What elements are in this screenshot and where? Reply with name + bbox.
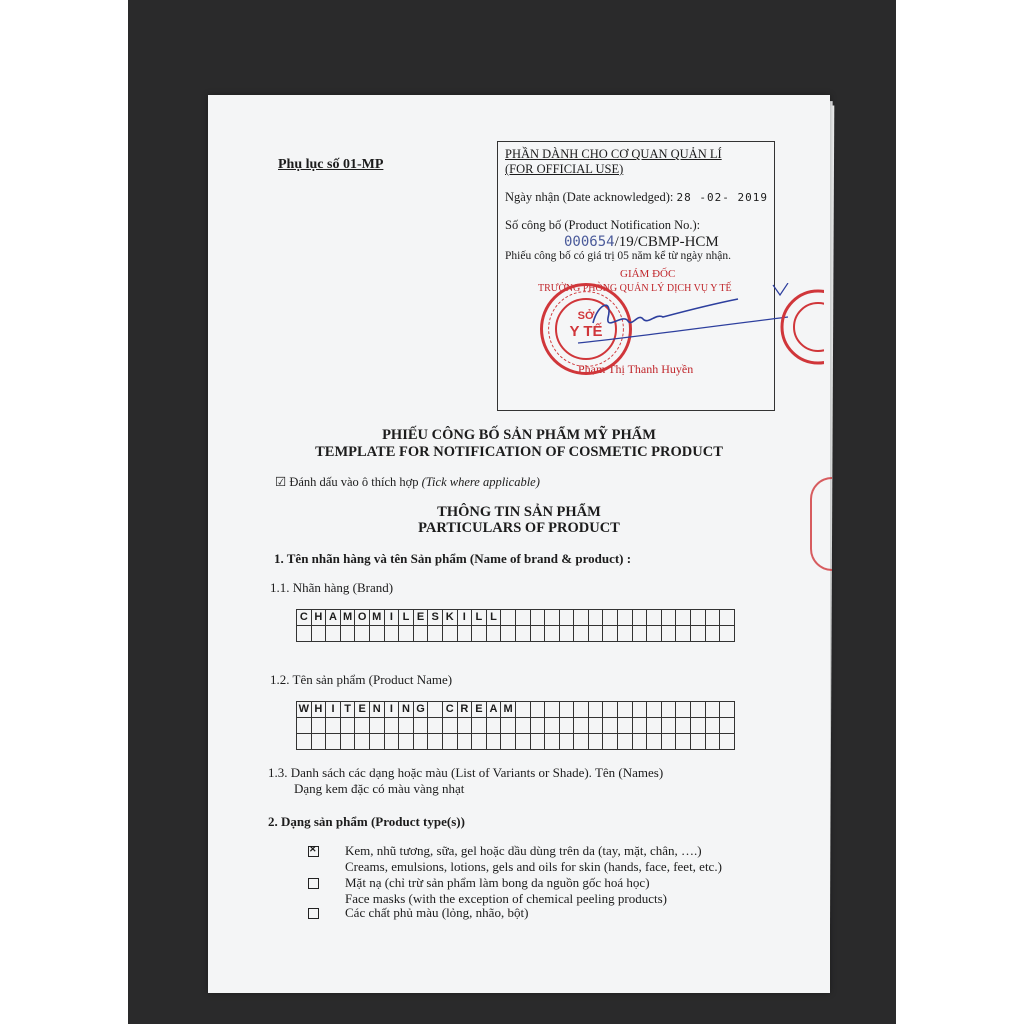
grid-cell-empty: [311, 718, 326, 734]
grid-cell-empty: [691, 610, 706, 626]
notification-label: Số công bố (Product Notification No.):: [505, 218, 701, 232]
grid-cell-empty: [661, 626, 676, 642]
grid-cell-letter: O: [355, 610, 370, 626]
grid-cell-empty: [384, 626, 399, 642]
grid-cell-letter: E: [472, 702, 487, 718]
grid-cell-empty: [618, 718, 633, 734]
grid-cell-empty: [340, 718, 355, 734]
grid-cell-empty: [632, 702, 647, 718]
grid-cell-empty: [603, 734, 618, 750]
grid-cell-empty: [574, 626, 589, 642]
grid-cell-empty: [355, 718, 370, 734]
grid-cell-empty: [530, 702, 545, 718]
grid-cell-empty: [691, 718, 706, 734]
product-type-vi: Các chất phủ màu (lỏng, nhão, bột): [345, 905, 529, 920]
grid-cell-empty: [457, 734, 472, 750]
grid-cell-letter: S: [428, 610, 443, 626]
grid-cell-empty: [326, 626, 341, 642]
grid-cell-empty: [442, 626, 457, 642]
edge-seal-icon: [776, 285, 824, 367]
grid-cell-empty: [632, 626, 647, 642]
signature-icon: [568, 283, 798, 353]
grid-cell-empty: [676, 734, 691, 750]
grid-cell-empty: [355, 734, 370, 750]
grid-cell-letter: L: [399, 610, 414, 626]
checked-box-icon: ☑: [275, 475, 287, 489]
grid-cell-empty: [574, 734, 589, 750]
grid-cell-letter: N: [399, 702, 414, 718]
product-type-checkbox[interactable]: [308, 878, 319, 889]
grid-cell-empty: [559, 626, 574, 642]
grid-cell-empty: [559, 718, 574, 734]
grid-cell-letter: I: [384, 702, 399, 718]
grid-cell-empty: [676, 610, 691, 626]
grid-cell-empty: [647, 626, 662, 642]
grid-cell-empty: [559, 702, 574, 718]
grid-cell-empty: [603, 718, 618, 734]
grid-cell-letter: I: [384, 610, 399, 626]
form-title-vi: PHIẾU CÔNG BỐ SẢN PHẨM MỸ PHẨM: [382, 427, 656, 443]
grid-cell-empty: [515, 626, 530, 642]
grid-cell-empty: [428, 626, 443, 642]
grid-cell-empty: [326, 734, 341, 750]
grid-cell-empty: [676, 702, 691, 718]
grid-cell-empty: [618, 610, 633, 626]
grid-cell-letter: R: [457, 702, 472, 718]
grid-cell-letter: M: [501, 702, 516, 718]
grid-cell-letter: T: [340, 702, 355, 718]
grid-cell-empty: [486, 718, 501, 734]
grid-cell-empty: [618, 734, 633, 750]
grid-cell-empty: [588, 734, 603, 750]
grid-cell-empty: [486, 734, 501, 750]
product-type-en: Face masks (with the exception of chemical peeling products): [345, 891, 668, 906]
notification-number: 000654/19/CBMP-HCM: [564, 234, 719, 250]
product-type-checkbox[interactable]: [308, 908, 319, 919]
signer-department: TRƯỞNG PHÒNG QUẢN LÝ DỊCH VỤ Y TẾ: [538, 283, 732, 294]
form-title-en: TEMPLATE FOR NOTIFICATION OF COSMETIC PRODUCT: [315, 444, 723, 460]
grid-cell-empty: [588, 626, 603, 642]
grid-cell-empty: [501, 626, 516, 642]
left-margin: [0, 0, 128, 1024]
grid-cell-empty: [355, 626, 370, 642]
particulars-title-en: PARTICULARS OF PRODUCT: [418, 520, 620, 536]
product-type-vi: Mặt nạ (chỉ trừ sản phẩm làm bong da nguồn gốc hoá học): [345, 875, 650, 890]
grid-cell-empty: [442, 734, 457, 750]
grid-cell-empty: [515, 610, 530, 626]
grid-cell-empty: [720, 610, 735, 626]
grid-cell-empty: [501, 718, 516, 734]
grid-cell-empty: [369, 626, 384, 642]
grid-cell-empty: [326, 718, 341, 734]
checked-checkbox[interactable]: [308, 846, 319, 857]
grid-cell-letter: L: [472, 610, 487, 626]
grid-cell-empty: [486, 626, 501, 642]
product-type-en: Creams, emulsions, lotions, gels and oils for skin (hands, face, feet, etc.): [345, 859, 722, 874]
grid-cell-empty: [311, 734, 326, 750]
grid-cell-empty: [369, 718, 384, 734]
grid-cell-empty: [515, 734, 530, 750]
grid-cell-empty: [691, 702, 706, 718]
grid-cell-letter: E: [413, 610, 428, 626]
grid-cell-empty: [472, 718, 487, 734]
product-name-label: 1.2. Tên sản phẩm (Product Name): [270, 672, 453, 687]
grid-cell-empty: [574, 718, 589, 734]
grid-cell-empty: [720, 702, 735, 718]
grid-cell-empty: [661, 718, 676, 734]
grid-cell-empty: [545, 702, 560, 718]
grid-cell-letter: E: [355, 702, 370, 718]
variants-label: 1.3. Danh sách các dạng hoặc màu (List of Variants or Shade). Tên (Names): [268, 765, 664, 780]
grid-cell-empty: [297, 718, 312, 734]
grid-cell-empty: [720, 626, 735, 642]
grid-cell-empty: [384, 734, 399, 750]
grid-cell-empty: [618, 626, 633, 642]
grid-cell-letter: M: [340, 610, 355, 626]
grid-cell-empty: [647, 702, 662, 718]
grid-cell-empty: [297, 734, 312, 750]
grid-cell-empty: [559, 734, 574, 750]
brand-grid: [296, 609, 735, 642]
grid-cell-empty: [574, 610, 589, 626]
grid-cell-empty: [297, 626, 312, 642]
grid-cell-empty: [501, 610, 516, 626]
signer-title: GIÁM ĐỐC: [620, 268, 676, 280]
grid-cell-empty: [559, 610, 574, 626]
grid-cell-empty: [545, 626, 560, 642]
grid-cell-empty: [472, 626, 487, 642]
seal-top-text: SỞ: [577, 310, 595, 322]
grid-cell-empty: [705, 626, 720, 642]
grid-cell-letter: M: [369, 610, 384, 626]
grid-cell-letter: K: [442, 610, 457, 626]
grid-cell-empty: [632, 610, 647, 626]
grid-cell-empty: [399, 734, 414, 750]
grid-cell-empty: [369, 734, 384, 750]
section-2-heading: 2. Dạng sản phẩm (Product type(s)): [268, 814, 465, 829]
grid-cell-empty: [530, 626, 545, 642]
grid-cell-empty: [705, 702, 720, 718]
edge-seal-fragment: [776, 285, 824, 367]
grid-cell-empty: [705, 610, 720, 626]
validity-note: Phiếu công bố có giá trị 05 năm kể từ ngày nhận.: [505, 250, 731, 262]
grid-cell-empty: [705, 734, 720, 750]
grid-cell-empty: [428, 734, 443, 750]
product-type-vi: Kem, nhũ tương, sữa, gel hoặc dầu dùng trên da (tay, mặt, chân, ….): [345, 843, 702, 858]
grid-cell-empty: [472, 734, 487, 750]
grid-cell-empty: [340, 734, 355, 750]
grid-cell-letter: H: [311, 702, 326, 718]
grid-cell-empty: [647, 734, 662, 750]
grid-cell-empty: [588, 718, 603, 734]
grid-cell-empty: [530, 718, 545, 734]
product-grid: [296, 701, 735, 750]
grid-cell-empty: [545, 718, 560, 734]
grid-cell-empty: [603, 610, 618, 626]
grid-cell-letter: C: [442, 702, 457, 718]
grid-cell-empty: [676, 626, 691, 642]
variants-value: Dạng kem đặc có màu vàng nhạt: [294, 781, 465, 796]
appendix-label: Phụ lục số 01-MP: [278, 157, 384, 172]
signer-name: Phạm Thị Thanh Huyền: [578, 362, 694, 376]
grid-cell-letter: G: [413, 702, 428, 718]
grid-cell-empty: [545, 734, 560, 750]
grid-cell-empty: [720, 734, 735, 750]
grid-cell-empty: [311, 626, 326, 642]
grid-cell-empty: [574, 702, 589, 718]
grid-cell-empty: [603, 702, 618, 718]
grid-cell-letter: C: [297, 610, 312, 626]
right-margin: [896, 0, 1024, 1024]
grid-cell-empty: [545, 610, 560, 626]
grid-cell-empty: [632, 734, 647, 750]
grid-cell-empty: [413, 718, 428, 734]
grid-cell-letter: A: [486, 702, 501, 718]
grid-cell-empty: [705, 718, 720, 734]
grid-cell-letter: L: [486, 610, 501, 626]
grid-cell-empty: [588, 702, 603, 718]
grid-cell-empty: [661, 702, 676, 718]
grid-cell-empty: [691, 626, 706, 642]
official-use-box: [497, 141, 775, 411]
grid-cell-empty: [661, 734, 676, 750]
document-page: [208, 95, 830, 993]
grid-cell-empty: [399, 626, 414, 642]
grid-cell-letter: W: [297, 702, 312, 718]
date-acknowledged: Ngày nhận (Date acknowledged): 28 -02- 2019: [505, 190, 768, 204]
grid-cell-empty: [676, 718, 691, 734]
grid-cell-empty: [530, 734, 545, 750]
grid-cell-letter: N: [369, 702, 384, 718]
grid-cell-empty: [457, 626, 472, 642]
brand-label: 1.1. Nhãn hàng (Brand): [270, 580, 394, 595]
tick-instruction: ☑ Đánh dấu vào ô thích hợp (Tick where applicable): [275, 475, 540, 489]
grid-cell-empty: [413, 626, 428, 642]
grid-cell-letter: I: [326, 702, 341, 718]
grid-cell-empty: [632, 718, 647, 734]
seal-center-text: Y TẾ: [569, 323, 603, 340]
grid-cell-letter: A: [326, 610, 341, 626]
grid-cell-empty: [340, 626, 355, 642]
grid-cell-empty: [515, 718, 530, 734]
particulars-title-vi: THÔNG TIN SẢN PHẨM: [437, 504, 601, 520]
grid-cell-empty: [720, 718, 735, 734]
grid-cell-empty: [661, 610, 676, 626]
official-use-title: PHẦN DÀNH CHO CƠ QUAN QUẢN LÍ (FOR OFFICIAL USE): [505, 147, 722, 176]
grid-cell-empty: [442, 718, 457, 734]
grid-cell-letter: I: [457, 610, 472, 626]
grid-cell-empty: [457, 718, 472, 734]
section-1-heading: 1. Tên nhãn hàng và tên Sản phẩm (Name of brand & product) :: [274, 551, 632, 566]
grid-cell-empty: [384, 718, 399, 734]
grid-cell-empty: [618, 702, 633, 718]
grid-cell-empty: [530, 610, 545, 626]
grid-cell-empty: [501, 734, 516, 750]
date-value: 28 -02- 2019: [676, 191, 768, 204]
grid-cell-empty: [647, 718, 662, 734]
grid-cell-empty: [647, 610, 662, 626]
grid-cell-empty: [588, 610, 603, 626]
grid-cell-letter: [428, 702, 443, 718]
grid-cell-empty: [413, 734, 428, 750]
grid-cell-empty: [691, 734, 706, 750]
grid-cell-empty: [603, 626, 618, 642]
grid-cell-empty: [515, 702, 530, 718]
grid-cell-empty: [428, 718, 443, 734]
grid-cell-letter: H: [311, 610, 326, 626]
grid-cell-empty: [399, 718, 414, 734]
